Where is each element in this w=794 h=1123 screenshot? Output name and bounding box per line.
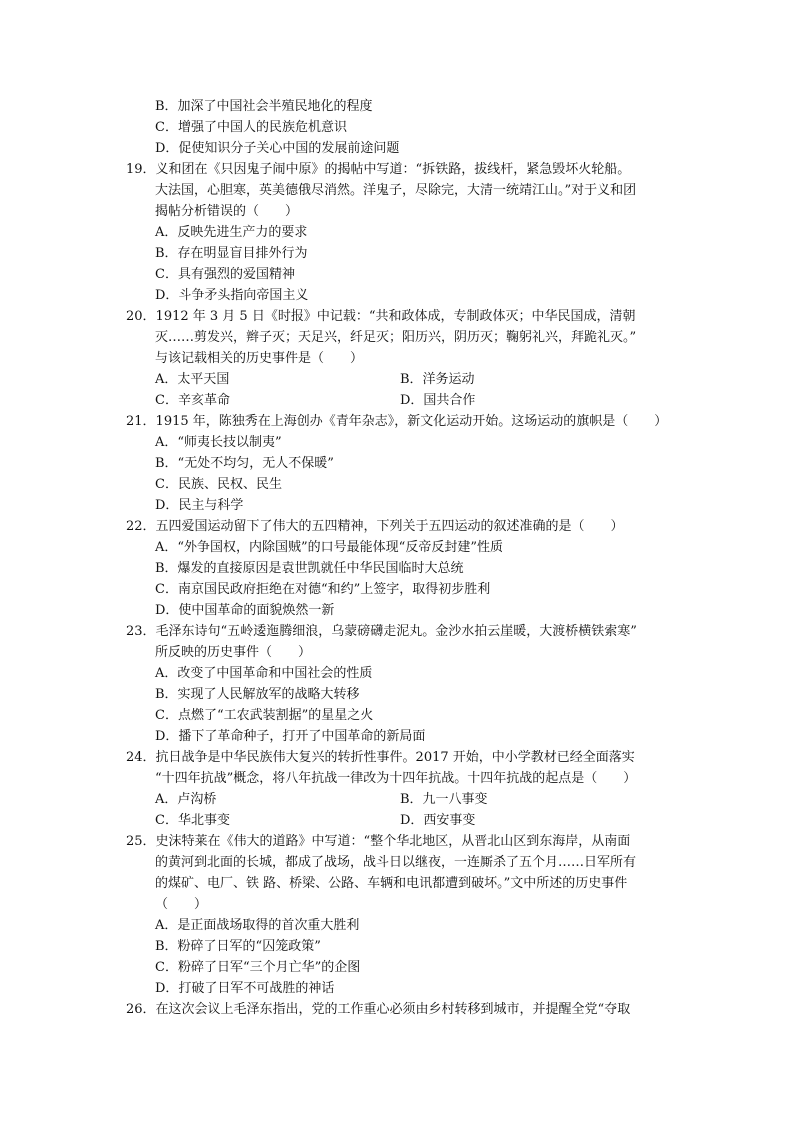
question-26-line-1 — [126, 1000, 630, 1020]
question-text: 在这次会议上毛泽东指出，党的工作重心必须由乡村转移到城市，并提醒全党“夺取 — [155, 1002, 631, 1017]
option-20-c: C．辛亥革命 — [155, 393, 230, 408]
question-text: 1912 年 3 月 5 日《时报》中记载：“共和政体成，专制政体灭；中华民国成，清朝 — [155, 309, 636, 324]
option-21-d: D．民主与科学 — [155, 498, 244, 513]
question-24-line-1 — [126, 748, 635, 768]
question-25-line-3: 的煤矿、电厂、铁 路、桥梁、公路、车辆和电讯都遭到破坏。”文中所述的历史事件 — [155, 876, 628, 891]
option-18-d: D．促使知识分子关心中国的发展前途问题 — [155, 141, 400, 156]
option-20-b: B．洋务运动 — [400, 372, 475, 387]
question-19-line-1 — [126, 160, 630, 180]
question-number: 24． — [126, 750, 156, 765]
option-23-d: D．播下了革命种子，打开了中国革命的新局面 — [155, 729, 426, 744]
option-22-b: B．爆发的直接原因是袁世凯就任中华民国临时大总统 — [155, 561, 464, 576]
question-number: 23． — [126, 624, 156, 639]
question-25-line-2: 的黄河到北面的长城，都成了战场，战斗日以继夜，一连厮杀了五个月……日军所有 — [155, 855, 637, 870]
option-20-a: A．太平天国 — [155, 372, 230, 387]
option-23-a: A．改变了中国革命和中国社会的性质 — [155, 666, 373, 681]
option-25-a: A．是正面战场取得的首次重大胜利 — [155, 918, 360, 933]
question-number: 25． — [126, 834, 156, 849]
option-22-d: D．使中国革命的面貌焕然一新 — [155, 603, 335, 618]
option-24-b: B．九一八事变 — [400, 792, 488, 807]
question-number: 26． — [126, 1002, 156, 1017]
option-23-b: B．实现了人民解放军的战略大转移 — [155, 687, 360, 702]
option-25-c: C．粉碎了日军“三个月亡华”的企图 — [155, 960, 361, 975]
question-19-line-2: 大法国，心胆寒，英美德俄尽消然。洋鬼子，尽除完，大清一统靖江山。”对于义和团 — [155, 183, 637, 198]
question-number: 19． — [126, 162, 156, 177]
option-24-a: A．卢沟桥 — [155, 792, 217, 807]
option-21-c: C．民族、民权、民生 — [155, 477, 282, 492]
option-23-c: C．点燃了“工农武装割据”的星星之火 — [155, 708, 374, 723]
question-text: 史沫特莱在《伟大的道路》中写道：“整个华北地区，从晋北山区到东海岸，从南面 — [155, 834, 631, 849]
option-25-d: D．打破了日军不可战胜的神话 — [155, 981, 335, 996]
question-24-line-2: “十四年抗战”概念，将八年抗战一律改为十四年抗战。十四年抗战的起点是（ ） — [155, 771, 637, 786]
question-19-line-3: 揭帖分析错误的（ ） — [155, 204, 299, 219]
question-text: 抗日战争是中华民族伟大复兴的转折性事件。2017 开始，中小学教材已经全面落实 — [155, 750, 635, 765]
question-text: 义和团在《只因鬼子闹中原》的揭帖中写道：“拆铁路，拔线杆，紧急毁坏火轮船。 — [155, 162, 631, 177]
option-22-a: A．“外争国权，内除国贼”的口号最能体现“反帝反封建”性质 — [155, 540, 503, 555]
option-22-c: C．南京国民政府拒绝在对德“和约”上签字，取得初步胜利 — [155, 582, 491, 597]
question-text: 毛泽东诗句“五岭逶迤腾细浪，乌蒙磅礴走泥丸。金沙水拍云崖暖，大渡桥横铁索寒” — [155, 624, 637, 639]
question-25-line-4: （ ） — [155, 897, 208, 912]
option-18-c: C．增强了中国人的民族危机意识 — [155, 120, 347, 135]
option-21-a: A．“师夷长技以制夷” — [155, 435, 282, 450]
question-20-line-3: 与该记载相关的历史事件是（ ） — [155, 351, 364, 366]
question-21-line-1 — [126, 412, 667, 432]
option-24-d: D．西安事变 — [400, 813, 476, 828]
question-text: 五四爱国运动留下了伟大的五四精神，下列关于五四运动的叙述准确的是（ ） — [155, 519, 624, 534]
question-number: 21． — [126, 414, 156, 429]
option-25-b: B．粉碎了日军的“囚笼政策” — [155, 939, 321, 954]
question-20-line-2: 灭……剪发兴，辫子灭；天足兴，纤足灭；阳历兴，阴历灭；鞠躬礼兴，拜跪礼灭。” — [155, 330, 637, 345]
option-21-b: B．“无处不均匀，无人不保暖” — [155, 456, 334, 471]
question-23-line-1 — [126, 622, 637, 642]
question-20-line-1 — [126, 307, 635, 327]
question-22-line-1 — [126, 517, 624, 537]
option-19-d: D．斗争矛头指向帝国主义 — [155, 288, 309, 303]
option-19-c: C．具有强烈的爱国精神 — [155, 267, 295, 282]
question-number: 22． — [126, 519, 156, 534]
question-text: 1915 年，陈独秀在上海创办《青年杂志》，新文化运动开始。这场运动的旗帜是（ ） — [155, 414, 668, 429]
option-19-b: B．存在明显盲目排外行为 — [155, 246, 308, 261]
option-24-c: C．华北事变 — [155, 813, 230, 828]
question-23-line-2: 所反映的历史事件（ ） — [155, 645, 312, 660]
option-20-d: D．国共合作 — [400, 393, 476, 408]
question-25-line-1 — [126, 832, 630, 852]
question-number: 20． — [126, 309, 156, 324]
option-18-b: B．加深了中国社会半殖民地化的程度 — [155, 99, 373, 114]
option-19-a: A．反映先进生产力的要求 — [155, 225, 308, 240]
